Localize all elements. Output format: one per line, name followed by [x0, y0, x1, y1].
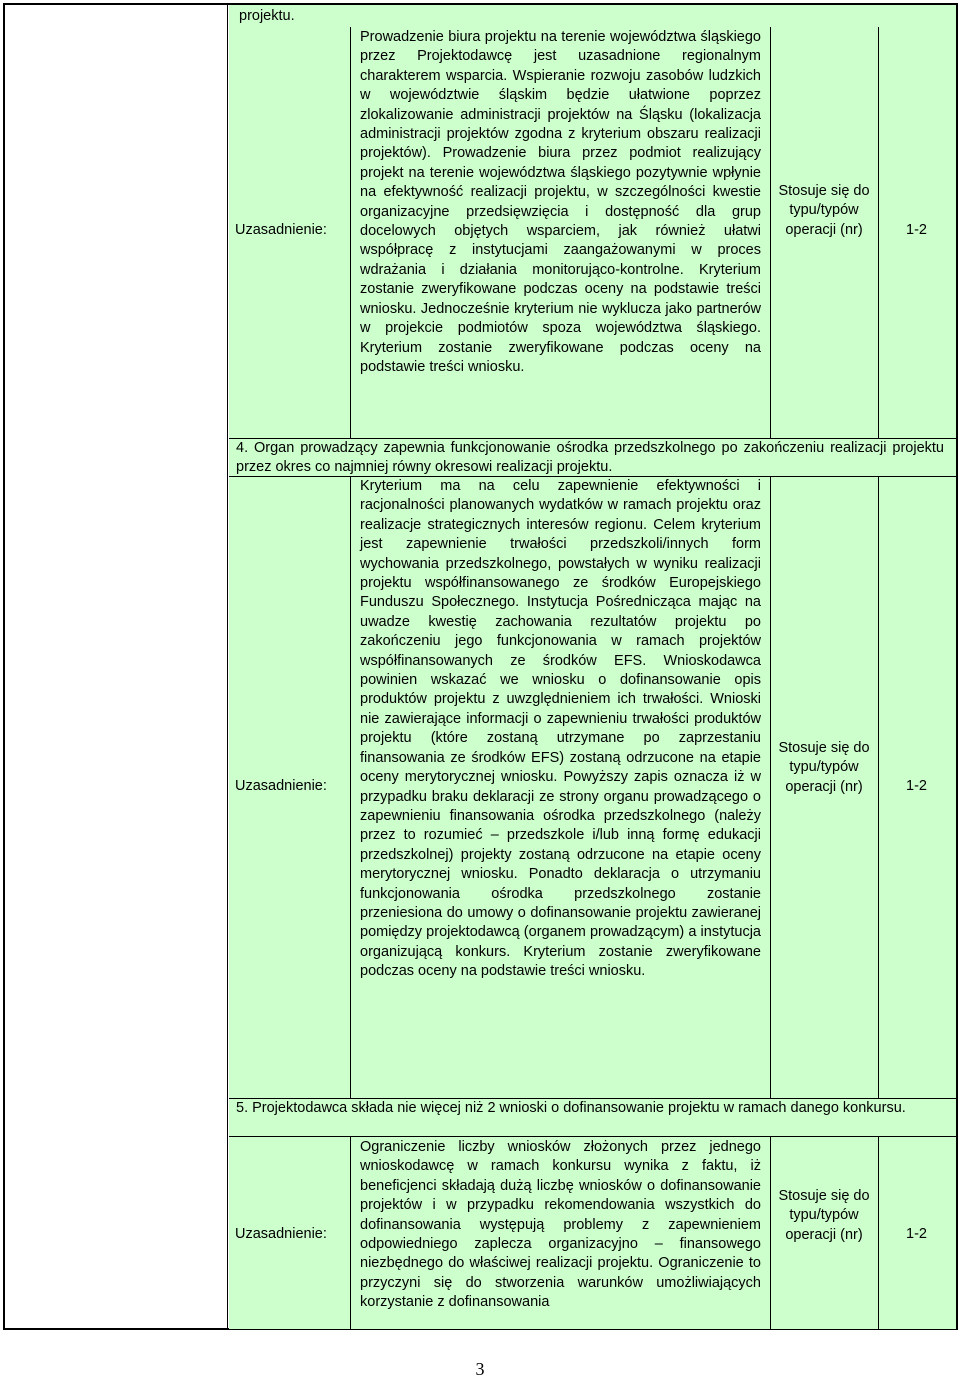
justification-label: Uzasadnienie: — [235, 222, 327, 238]
applies-to-operations: Stosuje się do typu/typów operacji (nr) — [778, 183, 870, 238]
criterion-text: 4. Organ prowadzący zapewnia funkcjonowanie ośrodka przedszkolnego po zakończeniu realizacji projektu przez okres co najmniej równy okresowi realizacji projektu. — [236, 440, 944, 476]
criterion-row-4 — [229, 438, 956, 477]
top-fragment-text: projektu. — [239, 8, 295, 24]
justification-row-2 — [229, 476, 956, 1099]
top-fragment-row — [229, 5, 956, 27]
operation-range: 1-2 — [906, 222, 927, 238]
document-table — [3, 3, 958, 1330]
left-empty-column — [5, 5, 228, 1328]
criterion-text: 5. Projektodawca składa nie więcej niż 2 wnioski o dofinansowanie projektu w ramach danego konkursu. — [236, 1100, 906, 1116]
justification-row-1 — [229, 27, 956, 438]
page-number: 3 — [475, 1359, 485, 1379]
operation-range: 1-2 — [906, 1226, 927, 1242]
justification-text: Prowadzenie biura projektu na terenie województwa śląskiego przez Projektodawcę jest uzasadnione regionalnym charakterem wsparcia. Wspieranie rozwoju zasobów ludzkich w województwie śląskim będzie ułatwione poprzez zlokalizowanie administracji projektów na Śląsku (lokalizacja administracji projektów zgodna z kryterium obszaru realizacji projektów). Prowadzenie biura przez podmiot realizujący projekt na terenie województwa śląskiego pozytywnie wpłynie na efektywność realizacji projektu, w szczególności kwestie organizacyjne przedsięwzięcia i dostępność dla grup docelowych objętych wsparciem, jak również ułatwi współpracę z instytucjami zaangażowanymi w proces wdrażania i działania monitorująco-kontrolne. Kryterium zostanie zweryfikowane podczas oceny na podstawie treści wniosku. Jednocześnie kryterium nie wyklucza jako partnerów w projekcie podmiotów spoza województwa śląskiego. Kryterium zostanie zweryfikowane podczas oceny na podstawie treści wniosku. — [360, 29, 761, 375]
justification-label: Uzasadnienie: — [235, 1226, 327, 1242]
justification-text: Ograniczenie liczby wniosków złożonych przez jednego wnioskodawcę w ramach konkursu wynika z faktu, iż beneficjenci składają dużą liczbę wniosków o dofinansowanie projektów i w przypadku rekomendowania wszystkich do dofinansowania występują problemy z zapewnieniem odpowiedniego zaplecza organizacyjno – finansowego niezbędnego do właściwej realizacji projektu. Ograniczenie to przyczyni się do stworzenia warunków umożliwiających korzystanie z dofinansowania — [360, 1139, 761, 1311]
applies-to-operations: Stosuje się do typu/typów operacji (nr) — [778, 1188, 870, 1243]
justification-label: Uzasadnienie: — [235, 778, 327, 794]
justification-row-3 — [229, 1136, 956, 1329]
justification-text: Kryterium ma na celu zapewnienie efektywności i racjonalności planowanych wydatków w ramach projektu oraz realizacje strategicznych interesów regionu. Celem kryterium jest zapewnienie trwałości przedszkoli/innych form wychowania przedszkolnego, powstałych w wyniku realizacji projektu współfinansowanego ze środków Europejskiego Funduszu Społecznego. Instytucja Pośrednicząca mając na uwadze kwestię zachowania rezultatów projektu po zakończeniu jego funkcjonowania w ramach projektów współfinansowanych ze środków EFS. Wnioskodawca powinien wskazać we wniosku o dofinansowanie opis produktów projektu z uwzględnieniem ich trwałości. Wnioski nie zawierające informacji o zapewnieniu trwałości produktów projektu (które zostaną utrzymane po zaprzestaniu finansowania ze środków EFS) zostaną odrzucone na etapie oceny merytorycznej wniosku. Powyższy zapis oznacza iż w przypadku braku deklaracji ze strony organu prowadzącego o zapewnieniu finansowania ośrodka przedszkolnego (należy przez to rozumieć – przedszkole i/lub inną formę edukacji przedszkolnej) projekty zostaną odrzucone na etapie oceny merytorycznej wniosku. Ponadto deklaracja o utrzymaniu funkcjonowania ośrodka przedszkolnego zostanie przeniesiona do umowy o dofinansowanie projektu zawieranej pomiędzy projektodawcą (organem prowadzącym) a instytucja organizującą konkurs. Kryterium zostanie zweryfikowane podczas oceny na podstawie treści wniosku. — [360, 478, 761, 980]
applies-to-operations: Stosuje się do typu/typów operacji (nr) — [778, 740, 870, 795]
criterion-row-5 — [229, 1098, 956, 1137]
operation-range: 1-2 — [906, 778, 927, 794]
